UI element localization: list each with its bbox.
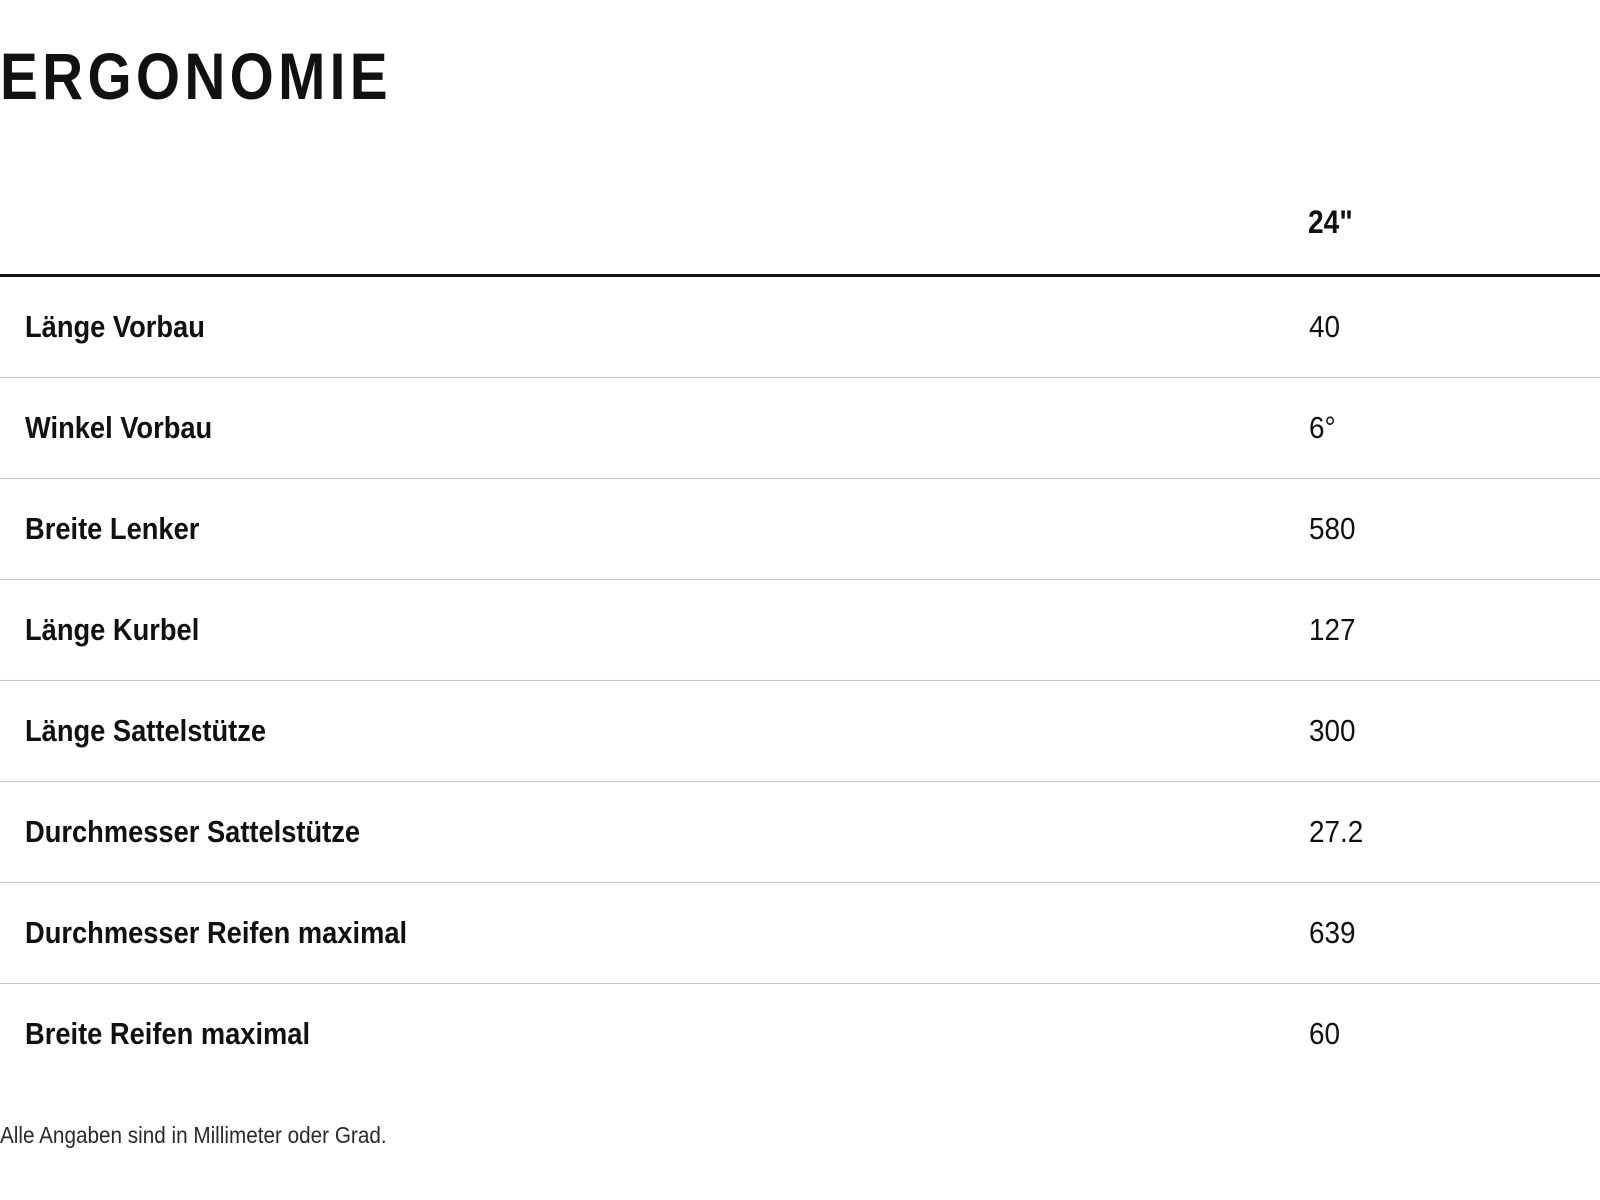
row-value: 580 <box>1309 511 1356 546</box>
row-value: 6° <box>1309 410 1336 445</box>
table-row <box>0 681 1600 782</box>
row-value: 60 <box>1309 1016 1341 1051</box>
row-label: Breite Reifen maximal <box>25 1016 311 1051</box>
table-row <box>0 782 1600 883</box>
row-label: Durchmesser Reifen maximal <box>25 915 408 950</box>
table-row <box>0 479 1600 580</box>
table-row <box>0 277 1600 378</box>
size-column-header: 24" <box>1308 204 1353 240</box>
row-value: 639 <box>1309 915 1356 950</box>
row-label: Länge Vorbau <box>25 309 205 344</box>
row-label: Durchmesser Sattelstütze <box>25 814 361 849</box>
row-label: Länge Kurbel <box>25 612 200 647</box>
geometry-table <box>0 180 1600 1084</box>
page-title: ERGONOMIE <box>0 39 392 113</box>
row-value: 127 <box>1309 612 1356 647</box>
units-footnote: Alle Angaben sind in Millimeter oder Grad. <box>0 1122 387 1148</box>
table-row <box>0 984 1600 1084</box>
row-label: Winkel Vorbau <box>25 410 213 445</box>
table-row <box>0 883 1600 984</box>
row-label: Breite Lenker <box>25 511 200 546</box>
table-header-row <box>0 180 1600 277</box>
row-value: 27.2 <box>1309 814 1364 849</box>
table-row <box>0 580 1600 681</box>
table-row <box>0 378 1600 479</box>
row-value: 300 <box>1309 713 1356 748</box>
row-label: Länge Sattelstütze <box>25 713 267 748</box>
row-value: 40 <box>1309 309 1341 344</box>
